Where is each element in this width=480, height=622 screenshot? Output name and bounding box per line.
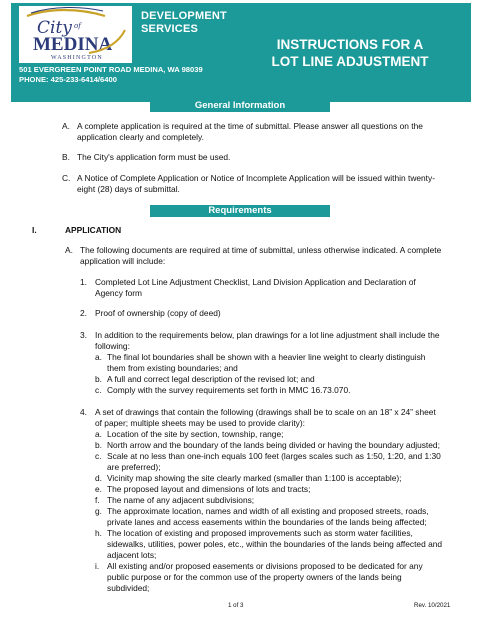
phone-text: PHONE: 425-233-6414/6400 [19, 75, 117, 84]
page-number: 1 of 3 [228, 602, 244, 609]
address-text: 501 EVERGREEN POINT ROAD MEDINA, WA 98039 [19, 65, 203, 74]
revision-date: Rev. 10/2021 [414, 602, 451, 609]
logo-of-text: of [74, 22, 81, 30]
department-name: DEVELOPMENT SERVICES [141, 10, 227, 35]
city-logo [19, 6, 132, 63]
logo-script-text: City [37, 18, 72, 38]
requirements-heading: Requirements [150, 205, 330, 217]
logo-state-text: WASHINGTON [51, 55, 103, 61]
general-info-heading: General Information [150, 100, 330, 112]
document-title: INSTRUCTIONS FOR A LOT LINE ADJUSTMENT [271, 37, 429, 69]
logo-name-text: MEDINA [33, 34, 113, 55]
contact-info [19, 65, 203, 85]
section-marker: I. [32, 225, 37, 235]
header-banner [11, 3, 471, 102]
section-title: APPLICATION [65, 225, 122, 235]
